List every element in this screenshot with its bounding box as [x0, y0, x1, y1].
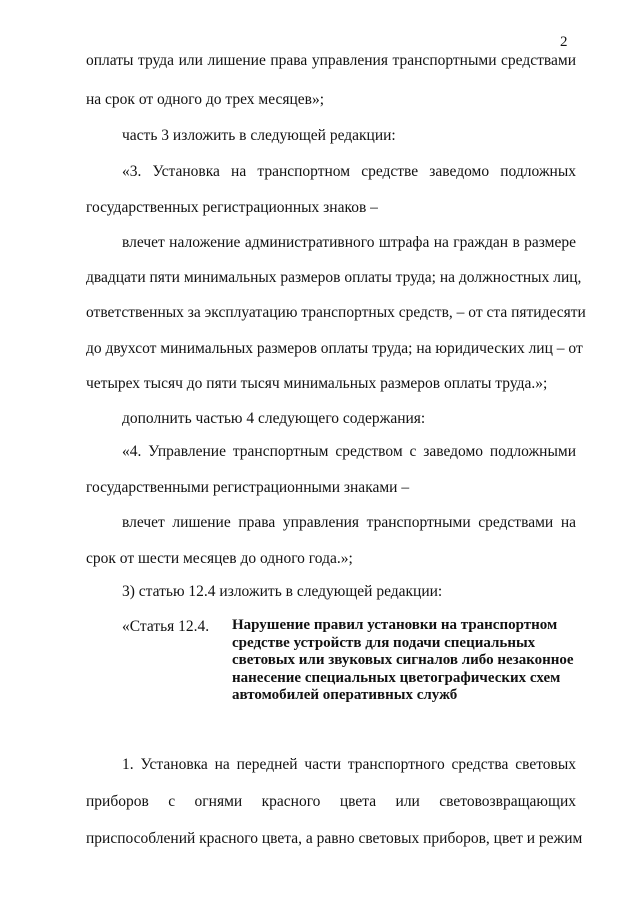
paragraph-line: влечет наложение административного штрафа на граждан в размере — [122, 234, 576, 251]
article-label: «Статья 12.4. — [122, 618, 210, 635]
paragraph-line: двадцати пяти минимальных размеров оплаты труда; на должностных лиц, — [86, 269, 582, 286]
paragraph-line: 1. Установка на передней части транспортного средства световых — [122, 756, 576, 773]
paragraph-line: до двухсот минимальных размеров оплаты труда; на юридических лиц – от — [86, 340, 583, 357]
article-title: Нарушение правил установки на транспортном средстве устройств для подачи специальных световых или звуковых сигналов либо незаконное нанесение специальных цветографических схем автомобилей оперативных служб — [232, 617, 574, 703]
paragraph-line: срок от шести месяцев до одного года.»; — [86, 550, 353, 567]
paragraph-line: приспособлений красного цвета, а равно световых приборов, цвет и режим — [86, 830, 583, 847]
page-number: 2 — [560, 34, 568, 50]
paragraph-line: «3. Установка на транспортном средстве заведомо подложных — [122, 163, 576, 180]
paragraph-line: государственными регистрационными знаками – — [86, 479, 410, 496]
paragraph-line: на срок от одного до трех месяцев»; — [86, 91, 325, 108]
paragraph-line: часть 3 изложить в следующей редакции: — [122, 127, 396, 144]
paragraph-line: четырех тысяч до пяти тысяч минимальных размеров оплаты труда.»; — [86, 375, 548, 392]
paragraph-line: влечет лишение права управления транспортными средствами на — [122, 514, 576, 531]
paragraph-line: государственных регистрационных знаков – — [86, 199, 378, 216]
paragraph-line: ответственных за эксплуатацию транспортных средств, – от ста пятидесяти — [86, 304, 586, 321]
paragraph-line: 3) статью 12.4 изложить в следующей редакции: — [122, 583, 443, 600]
paragraph-line: приборов с огнями красного цвета или световозвращающих — [86, 793, 576, 810]
paragraph-line: дополнить частью 4 следующего содержания: — [122, 410, 426, 427]
paragraph-line: «4. Управление транспортным средством с заведомо подложными — [122, 443, 576, 460]
paragraph-line: оплаты труда или лишение права управления транспортными средствами — [86, 52, 576, 69]
